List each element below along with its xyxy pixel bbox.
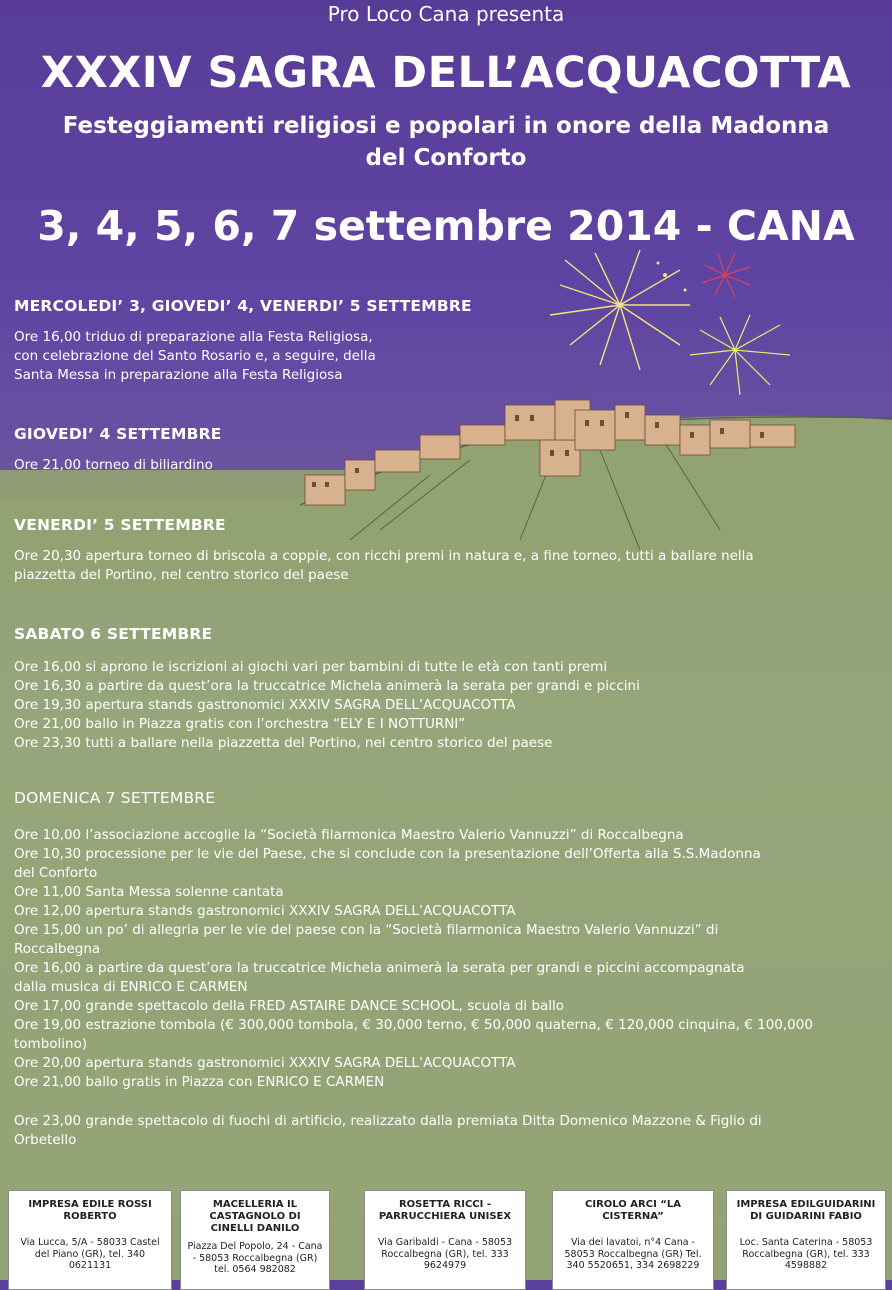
day-heading: GIOVEDI’ 4 SETTEMBRE [14, 425, 222, 443]
program-line: Ore 16,00 si aprono le iscrizioni ai giochi vari per bambini di tutte le età con tanti premi [14, 659, 608, 675]
sponsor-name: IMPRESA EDILGUIDARINI DI GUIDARINI FABIO [736, 1199, 876, 1222]
program-line: dalla musica di ENRICO E CARMEN [14, 979, 248, 995]
sponsor-address: Via Lucca, 5/A - 58033 Castel del Piano (GR), tel. 340 0621131 [20, 1237, 160, 1271]
sponsor-box [364, 1190, 526, 1290]
program-line: piazzetta del Portino, nel centro storico del paese [14, 567, 349, 583]
sponsor-address: Piazza Del Popolo, 24 - Cana - 58053 Roccalbegna (GR) tel. 0564 982082 [187, 1241, 323, 1275]
fireworks-line: Ore 23,00 grande spettacolo di fuochi di artificio, realizzato dalla premiata Ditta Domenico Mazzone & Figlio di [14, 1113, 762, 1129]
day-heading: VENERDI’ 5 SETTEMBRE [14, 516, 226, 534]
program-line: Ore 16,00 a partire da quest’ora la truccatrice Michela animerà la serata per grandi e piccini accompagnata [14, 960, 745, 976]
program-line: Ore 12,00 apertura stands gastronomici XXXIV SAGRA DELL’ACQUACOTTA [14, 903, 516, 919]
program-line: Ore 19,00 estrazione tombola (€ 300,000 tombola, € 30,000 terno, € 50,000 quaterna, € 120,000 cinquina, € 100,000 [14, 1017, 813, 1033]
program-line: Ore 20,30 apertura torneo di briscola a coppie, con ricchi premi in natura e, a fine torneo, tutti a ballare nella [14, 548, 754, 564]
section-venerdi [14, 515, 874, 585]
sponsor-box [180, 1190, 330, 1290]
program-line: Ore 19,30 apertura stands gastronomici XXXIV SAGRA DELL’ACQUACOTTA [14, 697, 516, 713]
program-line: Ore 21,00 ballo in Piazza gratis con l’orchestra “ELY E I NOTTURNI” [14, 716, 466, 732]
fireworks-illustration [540, 245, 800, 405]
program-line: Ore 21,00 torneo di biliardino [14, 457, 213, 473]
program-line: Ore 16,30 a partire da quest’ora la truccatrice Michela animerà la serata per grandi e piccini [14, 678, 640, 694]
firework-yellow [550, 250, 690, 370]
sponsor-box [552, 1190, 714, 1290]
program-line: Ore 10,30 processione per le vie del Paese, che si conclude con la presentazione dell’Offerta alla S.S.Madonna [14, 846, 761, 862]
sponsor-name: CIROLO ARCI “LA CISTERNA” [585, 1199, 681, 1222]
firework-green [690, 315, 790, 395]
program-line: Ore 21,00 ballo gratis in Piazza con ENRICO E CARMEN [14, 1074, 385, 1090]
day-heading: DOMENICA 7 SETTEMBRE [14, 789, 216, 807]
program-line: Santa Messa in preparazione alla Festa Religiosa [14, 367, 343, 383]
program-line: tombolino) [14, 1036, 88, 1052]
sponsor-address: Loc. Santa Caterina - 58053 Roccalbegna (GR), tel. 333 4598882 [739, 1237, 873, 1271]
program-line: Ore 10,00 l’associazione accoglie la “Società filarmonica Maestro Valerio Vannuzzi” di Roccalbegna [14, 827, 684, 843]
event-subtitle: Festeggiamenti religiosi e popolari in onore della Madonna del Conforto [62, 113, 830, 171]
firework-stars [657, 262, 687, 292]
sponsor-address: Via dei lavatoi, n°4 Cana - 58053 Roccalbegna (GR) Tel. 340 5520651, 334 2698229 [564, 1237, 702, 1271]
day-heading: MERCOLEDI’ 3, GIOVEDI’ 4, VENERDI’ 5 SETTEMBRE [14, 297, 472, 315]
firework-red [702, 253, 750, 297]
sponsor-address: Via Garibaldi - Cana - 58053 Roccalbegna (GR), tel. 333 9624979 [377, 1237, 513, 1271]
sponsor-strip [8, 1190, 888, 1280]
sponsor-box [8, 1190, 172, 1290]
event-dates: 3, 4, 5, 6, 7 settembre 2014 - CANA [37, 202, 855, 250]
sponsor-box [726, 1190, 886, 1290]
day-heading: SABATO 6 SETTEMBRE [14, 625, 213, 643]
program-line: Ore 17,00 grande spettacolo della FRED ASTAIRE DANCE SCHOOL, scuola di ballo [14, 998, 565, 1014]
section-mer-gio-ven [14, 296, 514, 385]
program-line: Ore 20,00 apertura stands gastronomici XXXIV SAGRA DELL’ACQUACOTTA [14, 1055, 516, 1071]
program-line: Roccalbegna [14, 941, 101, 957]
section-giovedi [14, 424, 314, 475]
presenter-line: Pro Loco Cana presenta [327, 2, 565, 26]
program-line: con celebrazione del Santo Rosario e, a seguire, della [14, 348, 376, 364]
sponsor-name: IMPRESA EDILE ROSSI ROBERTO [28, 1199, 152, 1222]
sponsor-name: MACELLERIA IL CASTAGNOLO DI CINELLI DANILO [209, 1199, 301, 1234]
fireworks-line: Orbetello [14, 1132, 77, 1148]
event-title: XXXIV SAGRA DELL’ACQUACOTTA [40, 48, 852, 98]
program-line: Ore 11,00 Santa Messa solenne cantata [14, 884, 284, 900]
program-line: del Conforto [14, 865, 98, 881]
program-line: Ore 15,00 un po’ di allegria per le vie del paese con la “Società filarmonica Maestro Valerio Vannuzzi” di [14, 922, 719, 938]
sponsor-name: ROSETTA RICCI - PARRUCCHIERA UNISEX [378, 1199, 512, 1222]
program-line: Ore 16,00 triduo di preparazione alla Festa Religiosa, [14, 329, 373, 345]
program-line: Ore 23,30 tutti a ballare nella piazzetta del Portino, nel centro storico del paese [14, 735, 553, 751]
section-domenica [14, 788, 874, 1150]
section-sabato [14, 624, 874, 753]
